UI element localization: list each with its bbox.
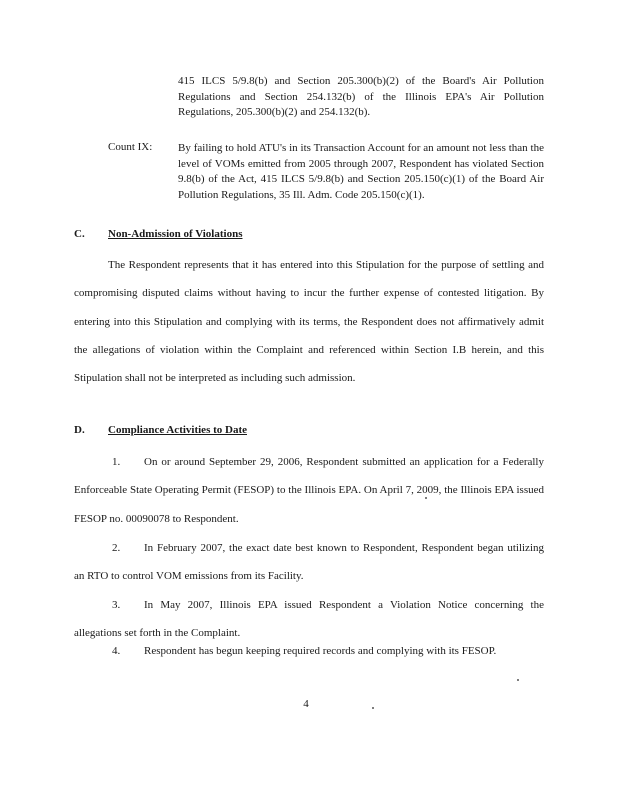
section-d-title: Compliance Activities to Date bbox=[108, 424, 247, 436]
count-viii-continued-text: 415 ILCS 5/9.8(b) and Section 205.300(b)(2) of the Board's Air Pollution Regulations and Section 254.132(b) of the Illinois EPA's Air Pollution Regulations, 205.300(b)(2) and 254.132(b). bbox=[178, 75, 544, 118]
compliance-item-4 bbox=[74, 637, 544, 665]
compliance-item-2-number: 2. bbox=[112, 542, 121, 554]
compliance-item-4-number: 4. bbox=[112, 645, 121, 657]
section-c-paragraph: The Respondent represents that it has entered into this Stipulation for the purpose of settling and compromising disputed claims without having to incur the further expense of contested litigation. By entering into this Stipulation and complying with its terms, the Respondent does not affirmatively admit the allegations of violation within the Complaint and referenced within Section I.B herein, and this Stipulation shall not be interpreted as including such admission. bbox=[74, 259, 544, 385]
scan-speck bbox=[425, 497, 427, 499]
compliance-item-2-text: In February 2007, the exact date best known to Respondent, Respondent began utilizing an RTO to control VOM emissions from its Facility. bbox=[74, 542, 544, 583]
compliance-item-3-text: In May 2007, Illinois EPA issued Respondent a Violation Notice concerning the allegations set forth in the Complaint. bbox=[74, 599, 544, 640]
page-number: 4 bbox=[303, 698, 309, 710]
compliance-item-1-text: On or around September 29, 2006, Respondent submitted an application for a Federally Enforceable State Operating Permit (FESOP) to the Illinois EPA. On April 7, 2009, the Illinois EPA issued FESOP no. 00090078 to Respondent. bbox=[74, 456, 544, 525]
compliance-item-2 bbox=[74, 534, 544, 591]
compliance-item-1-number: 1. bbox=[112, 456, 121, 468]
compliance-item-3-number: 3. bbox=[112, 599, 121, 611]
section-c-heading bbox=[74, 228, 474, 244]
section-c-title: Non-Admission of Violations bbox=[108, 228, 243, 240]
section-d-letter: D. bbox=[74, 424, 85, 436]
count-ix-text: By failing to hold ATU's in its Transaction Account for an amount not less than the level of VOMs emitted from 2005 through 2007, Respondent has violated Section 9.8(b) of the Act, 415 ILCS 5/9.8(b) and Section 205.150(c)(1) of the Board Air Pollution Regulations, 35 Ill. Adm. Code 205.150(c)(1). bbox=[178, 142, 544, 201]
scan-speck bbox=[372, 707, 374, 709]
section-c-letter: C. bbox=[74, 228, 85, 240]
compliance-item-1 bbox=[74, 448, 544, 533]
compliance-item-4-text: Respondent has begun keeping required records and complying with its FESOP. bbox=[144, 645, 497, 657]
section-d-heading bbox=[74, 424, 474, 440]
scan-speck bbox=[517, 679, 519, 681]
count-ix-label: Count IX: bbox=[108, 141, 153, 153]
